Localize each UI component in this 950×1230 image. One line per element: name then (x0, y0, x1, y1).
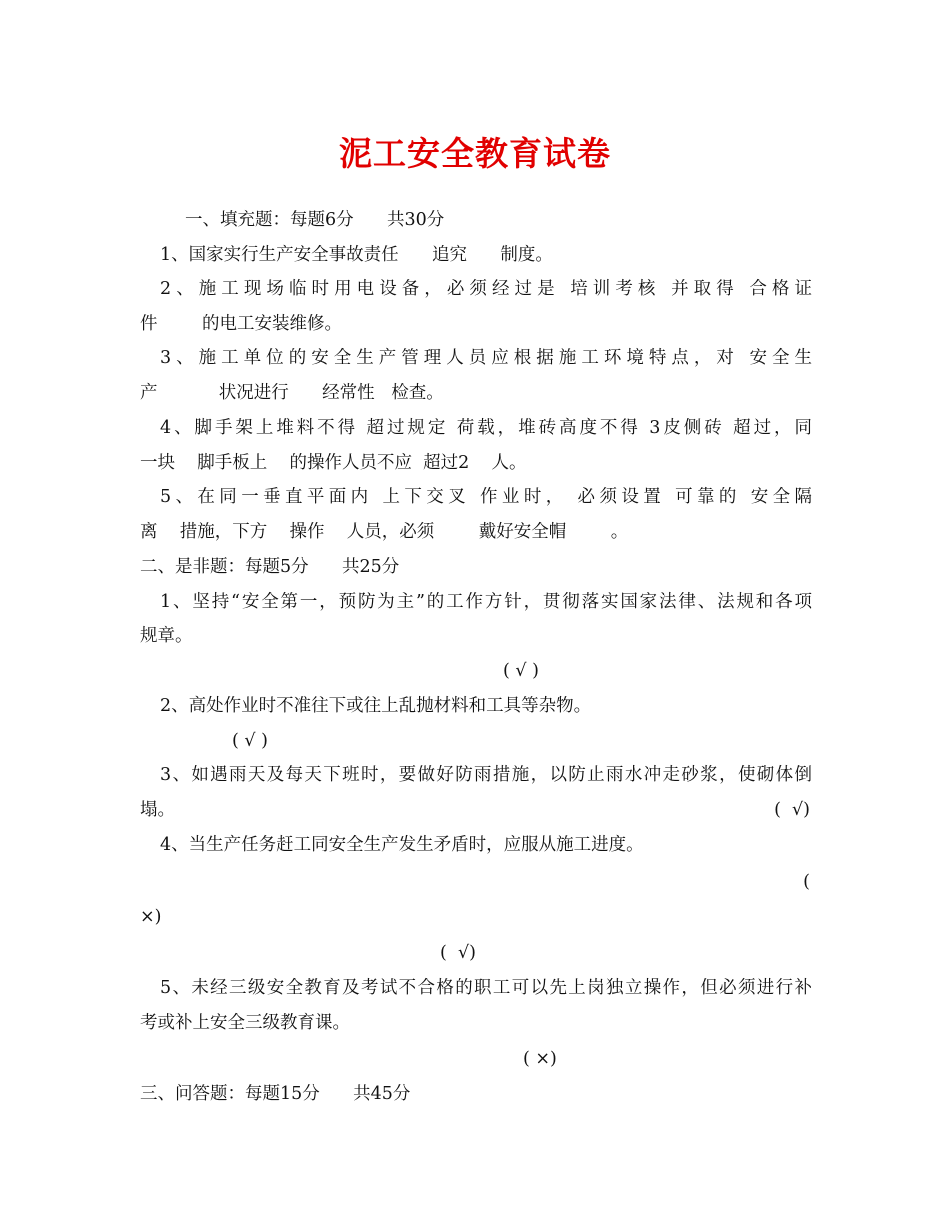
answer-mark: ( √) (440, 943, 476, 963)
answer-mark: ×) (140, 907, 162, 927)
question-line: 规章。 (140, 626, 193, 646)
question-line: 3、施工单位的安全生产管理人员应根据施工环境特点，对 安全生 (160, 348, 812, 368)
answer-mark: ( ×) (523, 1049, 557, 1069)
question-line: 1、坚持“安全第一，预防为主”的工作方针，贯彻落实国家法律、法规和各项 (160, 592, 812, 612)
answer-mark: ( (803, 872, 810, 892)
answer-mark: ( √) (774, 800, 810, 820)
question-line: 3、如遇雨天及每天下班时，要做好防雨措施，以防止雨水冲走砂浆，使砌体倒 (160, 765, 812, 785)
question-line: 考或补上安全三级教育课。 (140, 1013, 350, 1033)
answer-mark: ( √ ) (503, 661, 539, 681)
question-line: 产 状况进行 经常性 检查。 (140, 383, 444, 403)
page-title: 泥工安全教育试卷 (339, 134, 611, 173)
question-line: 5、未经三级安全教育及考试不合格的职工可以先上岗独立操作，但必须进行补 (160, 978, 812, 998)
answer-mark: ( √ ) (232, 731, 268, 751)
question-line: 4、脚手架上堆料不得 超过规定 荷载，堆砖高度不得 3皮侧砖 超过，同 (160, 418, 812, 438)
question-line: 2、高处作业时不准往下或往上乱抛材料和工具等杂物。 (160, 696, 592, 716)
question-line: 件 的电工安装维修。 (140, 314, 343, 334)
question-line: 塌。 (140, 800, 175, 820)
question-line: 离 措施，下方 操作 人员，必须 戴好安全帽 。 (140, 522, 629, 542)
section-heading-qa: 三、问答题：每题15分 共45分 (140, 1084, 411, 1104)
section-heading-true-false: 二、是非题：每题5分 共25分 (140, 557, 400, 577)
question-line: 5、在同一垂直平面内 上下交叉 作业时， 必须设置 可靠的 安全隔 (160, 487, 812, 507)
question-line: 一块 脚手板上 的操作人员不应 超过2 人。 (140, 453, 527, 473)
question-line: 4、当生产任务赶工同安全生产发生矛盾时，应服从施工进度。 (160, 835, 644, 855)
question-line: 1、国家实行生产安全事故责任 追究 制度。 (160, 245, 553, 265)
question-line: 2、施工现场临时用电设备，必须经过是 培训考核 并取得 合格证 (160, 279, 812, 299)
section-heading-fill-in: 一、填充题：每题6分 共30分 (185, 210, 445, 230)
